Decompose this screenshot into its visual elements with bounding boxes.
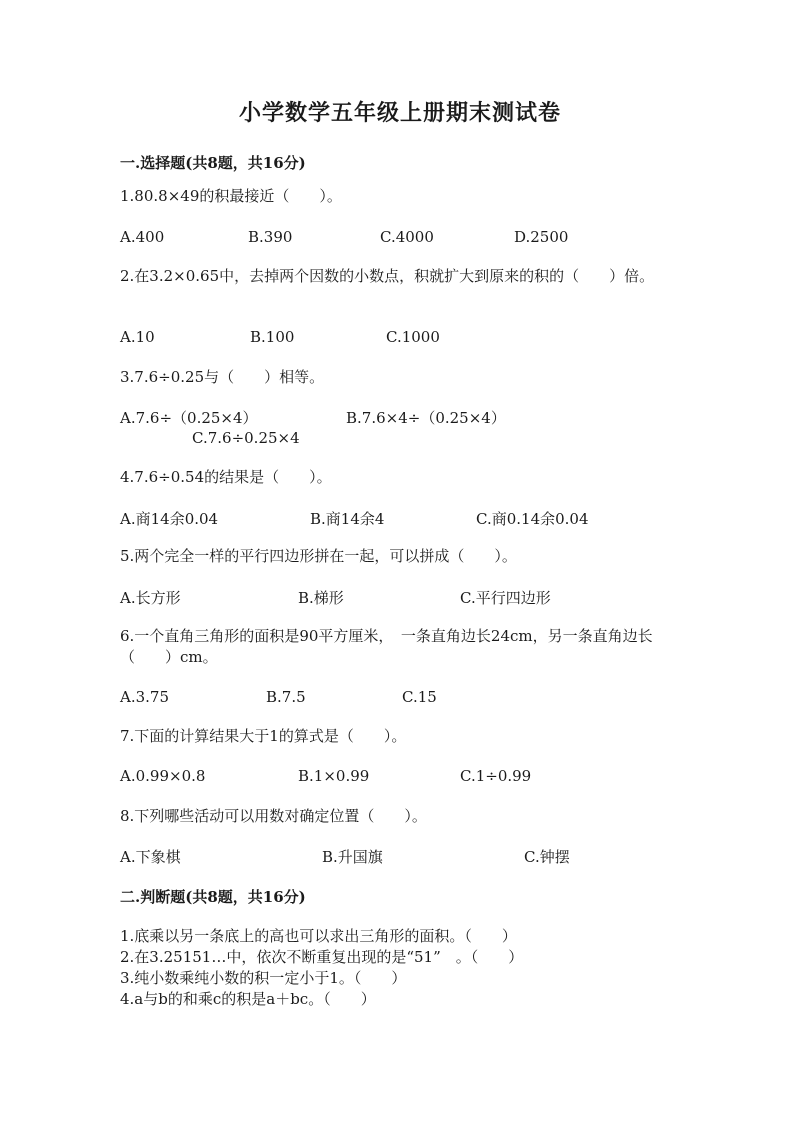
- q1-option-a: A.400: [120, 228, 165, 246]
- q4-option-c: C.商0.14余0.04: [476, 510, 589, 528]
- q6-option-c: C.15: [402, 688, 437, 706]
- judgement-item-3: 3.纯小数乘纯小数的积一定小于1。（ ）: [120, 969, 407, 987]
- q5-option-b: B.梯形: [298, 589, 344, 607]
- q2-option-c: C.1000: [386, 328, 440, 346]
- q2-option-b: B.100: [250, 328, 295, 346]
- section-heading-choice: 一.选择题(共8题，共16分): [120, 154, 306, 172]
- question-1: 1.80.8×49的积最接近（ ）。: [120, 187, 342, 205]
- section-heading-judgement: 二.判断题(共8题，共16分): [120, 888, 306, 906]
- question-5: 5.两个完全一样的平行四边形拼在一起，可以拼成（ ）。: [120, 547, 517, 565]
- judgement-item-4: 4.a与b的和乘c的积是a＋bc。（ ）: [120, 990, 376, 1008]
- q3-option-b: B.7.6×4÷（0.25×4）: [346, 409, 506, 427]
- question-8: 8.下列哪些活动可以用数对确定位置（ ）。: [120, 807, 427, 825]
- judgement-item-1: 1.底乘以另一条底上的高也可以求出三角形的面积。（ ）: [120, 927, 517, 945]
- question-7: 7.下面的计算结果大于1的算式是（ ）。: [120, 727, 407, 745]
- q1-option-c: C.4000: [380, 228, 434, 246]
- page-title: 小学数学五年级上册期末测试卷: [238, 100, 561, 126]
- q7-option-c: C.1÷0.99: [460, 767, 532, 785]
- question-4: 4.7.6÷0.54的结果是（ ）。: [120, 468, 332, 486]
- q4-option-b: B.商14余4: [310, 510, 385, 528]
- q4-option-a: A.商14余0.04: [120, 510, 219, 528]
- q7-option-b: B.1×0.99: [298, 767, 370, 785]
- judgement-item-2: 2.在3.25151…中，依次不断重复出现的是“51” 。（ ）: [120, 948, 524, 966]
- q3-option-a: A.7.6÷（0.25×4）: [120, 409, 258, 427]
- q5-option-c: C.平行四边形: [460, 589, 551, 607]
- q7-option-a: A.0.99×0.8: [120, 767, 206, 785]
- q6-option-b: B.7.5: [266, 688, 306, 706]
- q8-option-a: A.下象棋: [120, 848, 181, 866]
- q8-option-c: C.钟摆: [524, 848, 570, 866]
- q1-option-d: D.2500: [514, 228, 569, 246]
- question-2: 2.在3.2×0.65中，去掉两个因数的小数点，积就扩大到原来的积的（ ）倍。: [120, 267, 655, 285]
- q1-option-b: B.390: [248, 228, 293, 246]
- q3-option-c: C.7.6÷0.25×4: [192, 429, 300, 447]
- q5-option-a: A.长方形: [120, 589, 181, 607]
- q8-option-b: B.升国旗: [322, 848, 383, 866]
- q6-option-a: A.3.75: [120, 688, 169, 706]
- question-6: 6.一个直角三角形的面积是90平方厘米， 一条直角边长24cm，另一条直角边长（ ）cm。: [120, 627, 653, 666]
- q2-option-a: A.10: [120, 328, 155, 346]
- question-3: 3.7.6÷0.25与（ ）相等。: [120, 368, 325, 386]
